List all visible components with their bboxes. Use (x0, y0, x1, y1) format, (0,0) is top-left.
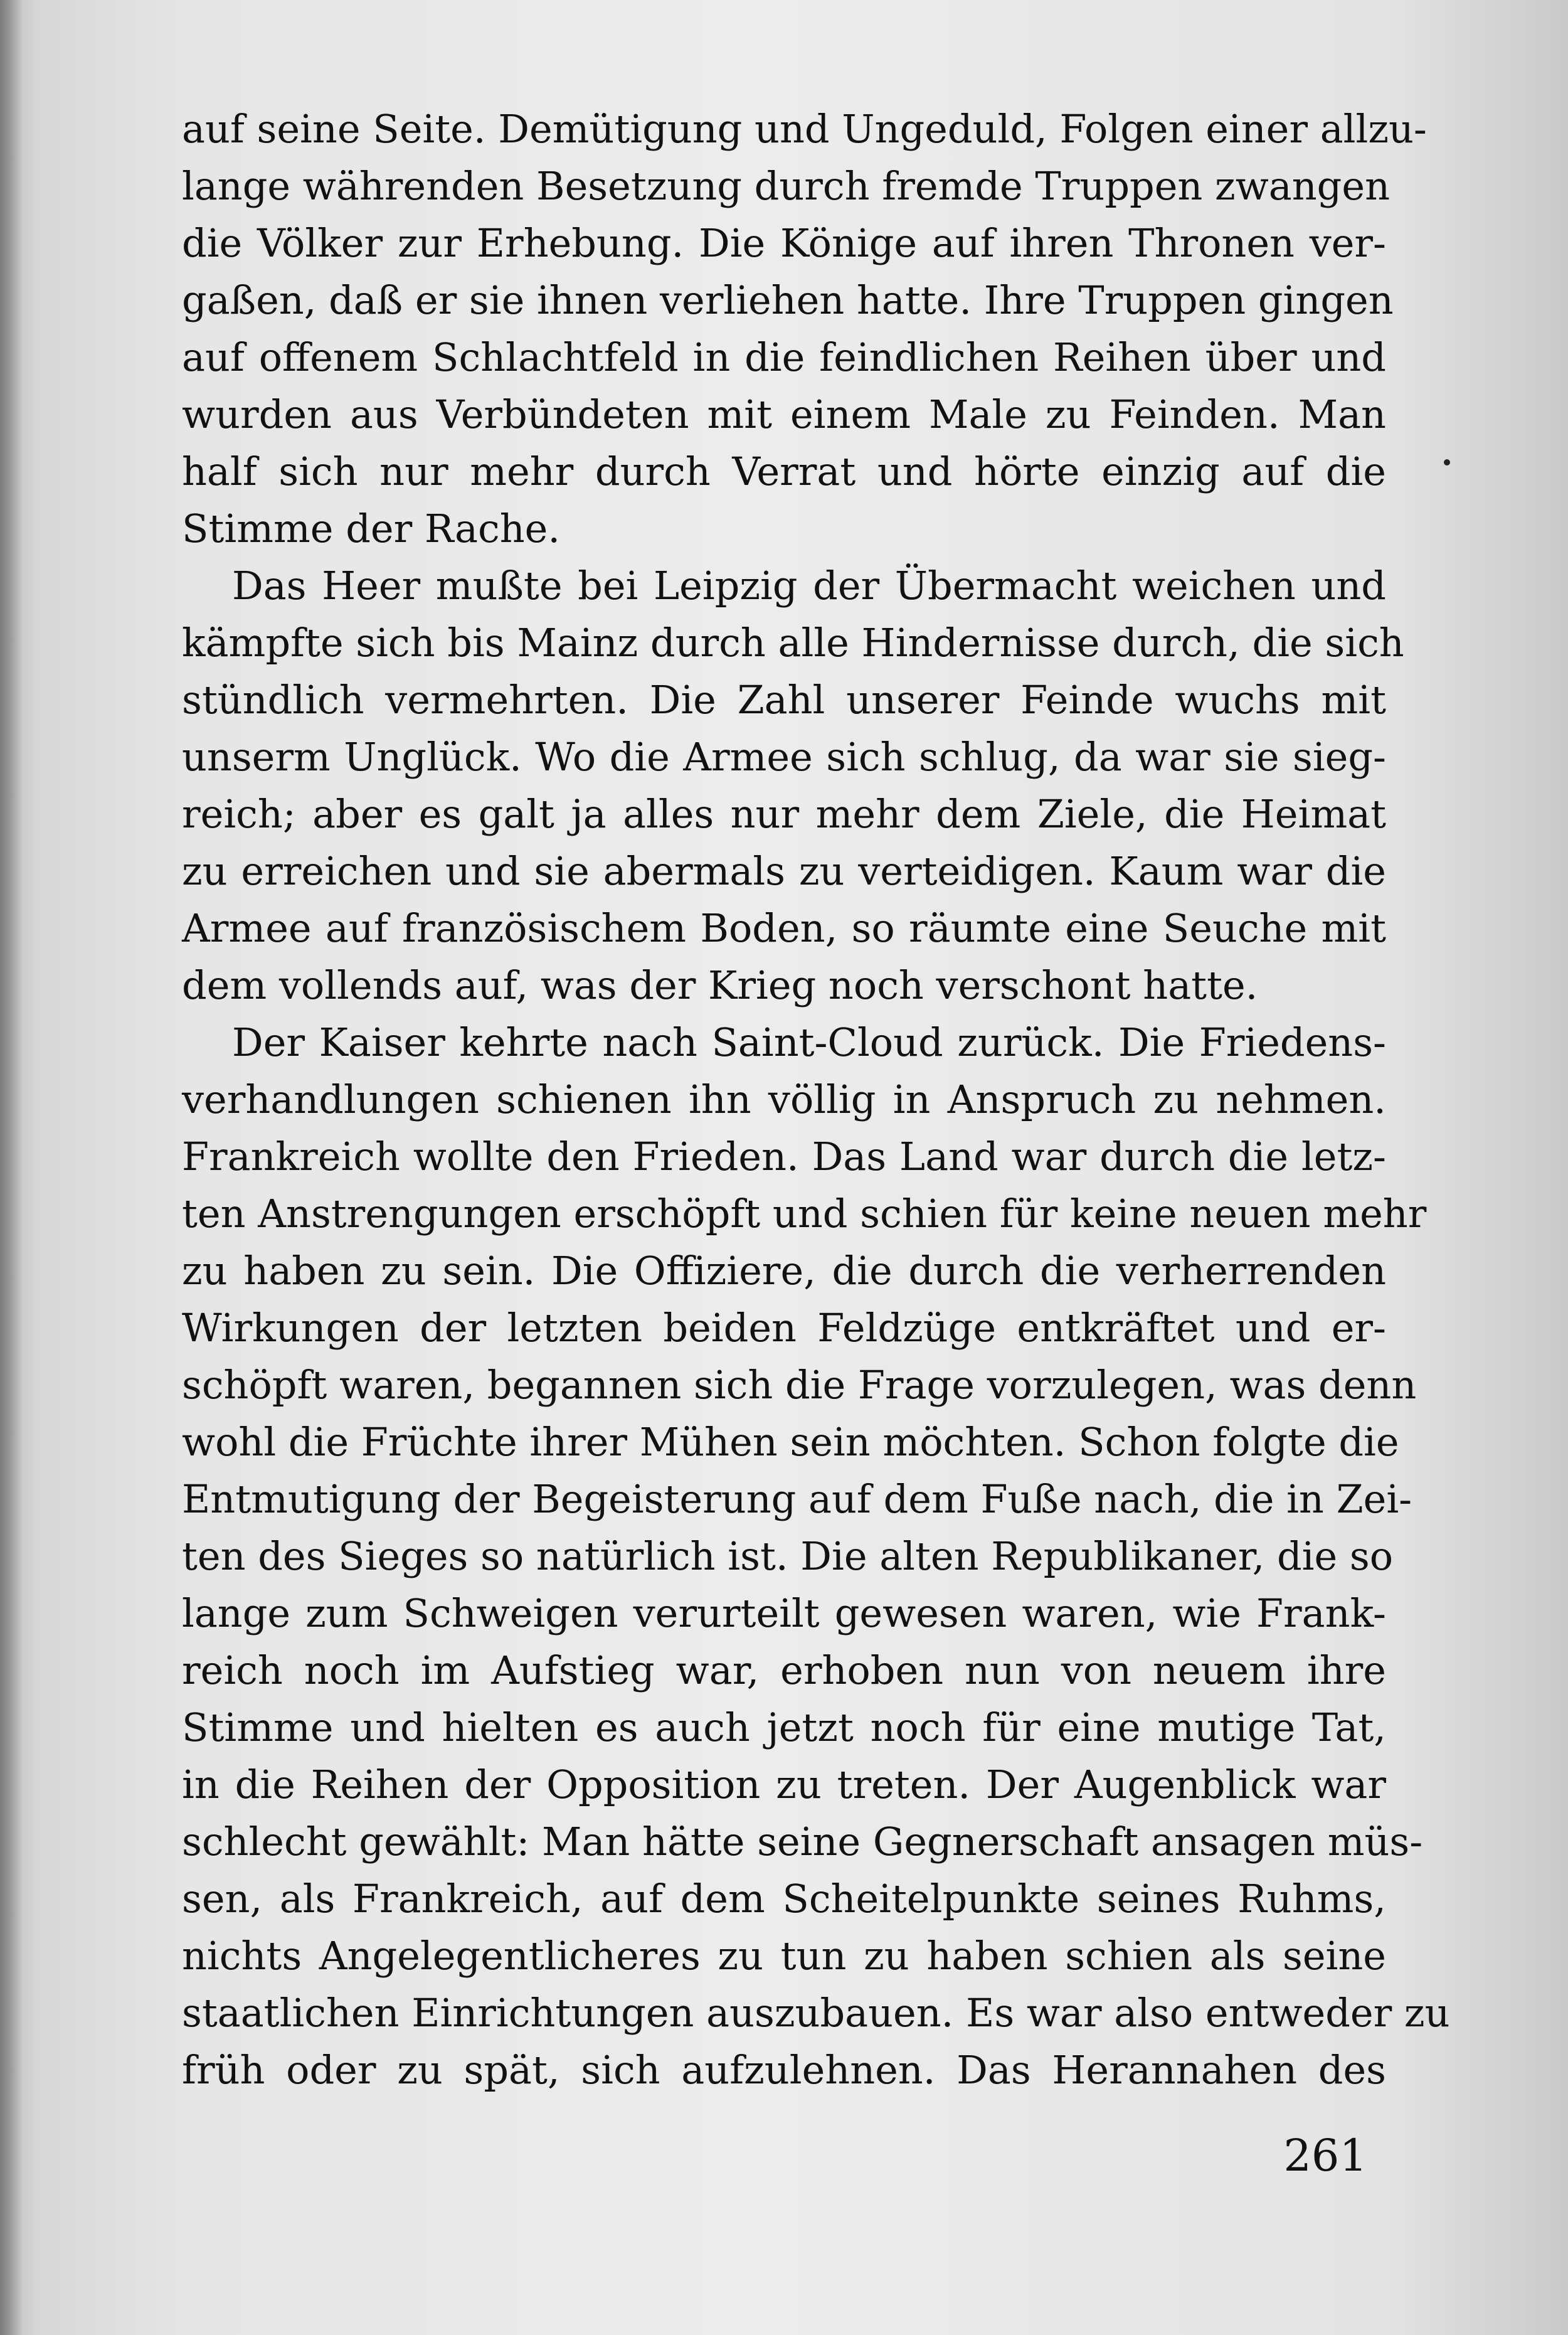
ink-speck (1444, 459, 1450, 465)
text-line: ten des Sieges so natürlich ist. Die alten Republikaner, die so (182, 1533, 1394, 1579)
page-number: 261 (1283, 2130, 1367, 2181)
text-line: sen, als Frankreich, auf dem Scheitelpunkte seines Ruhms, (182, 1876, 1386, 1922)
text-line: stündlich vermehrten. Die Zahl unserer Feinde wuchs mit (182, 677, 1386, 723)
text-line: Das Heer mußte bei Leipzig der Übermacht weichen und (232, 563, 1386, 609)
text-line: in die Reihen der Opposition zu treten. Der Augenblick war (182, 1762, 1386, 1807)
text-line: dem vollends auf, was der Krieg noch verschont hatte. (182, 962, 1258, 1008)
text-line: unserm Unglück. Wo die Armee sich schlug, da war sie sieg- (182, 734, 1386, 780)
text-line: Wirkungen der letzten beiden Feldzüge entkräftet und er- (182, 1305, 1386, 1351)
text-line: auf seine Seite. Demütigung und Ungeduld, Folgen einer allzu- (182, 106, 1427, 152)
text-line: Frankreich wollte den Frieden. Das Land war durch die letz- (182, 1134, 1386, 1179)
text-line: Stimme und hielten es auch jetzt noch für eine mutige Tat, (182, 1705, 1386, 1750)
text-line: verhandlungen schienen ihn völlig in Anspruch zu nehmen. (182, 1077, 1386, 1122)
paragraph-1 (182, 100, 1427, 557)
paragraph-2 (182, 557, 1404, 1014)
text-line: schöpft waren, begannen sich die Frage vorzulegen, was denn (182, 1362, 1417, 1408)
text-line: die Völker zur Erhebung. Die Könige auf ihren Thronen ver- (182, 220, 1386, 266)
text-line: lange währenden Besetzung durch fremde Truppen zwangen (182, 163, 1390, 209)
text-line: Der Kaiser kehrte nach Saint-Cloud zurück. Die Friedens- (232, 1019, 1386, 1065)
text-line: ten Anstrengungen erschöpft und schien für keine neuen mehr (182, 1191, 1427, 1237)
text-line: half sich nur mehr durch Verrat und hörte einzig auf die (182, 449, 1386, 494)
text-line: Stimme der Rache. (182, 506, 561, 551)
text-line: Entmutigung der Begeisterung auf dem Fuße nach, die in Zei- (182, 1476, 1412, 1522)
text-line: staatlichen Einrichtungen auszubauen. Es war also entweder zu (182, 1990, 1450, 2036)
text-line: lange zum Schweigen verurteilt gewesen waren, wie Frank- (182, 1590, 1386, 1636)
text-line: gaßen, daß er sie ihnen verliehen hatte. Ihre Truppen gingen (182, 277, 1394, 323)
text-line: früh oder zu spät, sich aufzulehnen. Das Herannahen des (182, 2047, 1386, 2093)
text-line: reich; aber es galt ja alles nur mehr dem Ziele, die Heimat (182, 791, 1386, 837)
text-line: nichts Angelegentlicheres zu tun zu haben schien als seine (182, 1933, 1386, 1979)
body-text (182, 100, 1450, 2098)
text-line: wohl die Früchte ihrer Mühen sein möchten. Schon folgte die (182, 1419, 1399, 1465)
paragraph-3 (182, 1014, 1450, 2098)
text-line: zu haben zu sein. Die Offiziere, die durch die verherrenden (182, 1248, 1386, 1294)
text-line: Armee auf französischem Boden, so räumte eine Seuche mit (182, 905, 1386, 951)
text-line: auf offenem Schlachtfeld in die feindlichen Reihen über und (182, 334, 1386, 380)
text-line: zu erreichen und sie abermals zu verteidigen. Kaum war die (182, 848, 1386, 894)
text-line: schlecht gewählt: Man hätte seine Gegnerschaft ansagen müs- (182, 1819, 1423, 1864)
text-line: kämpfte sich bis Mainz durch alle Hindernisse durch, die sich (182, 620, 1404, 666)
text-line: reich noch im Aufstieg war, erhoben nun von neuem ihre (182, 1647, 1386, 1693)
text-line: wurden aus Verbündeten mit einem Male zu Feinden. Man (182, 391, 1386, 437)
page-gutter-shadow (0, 0, 23, 2335)
